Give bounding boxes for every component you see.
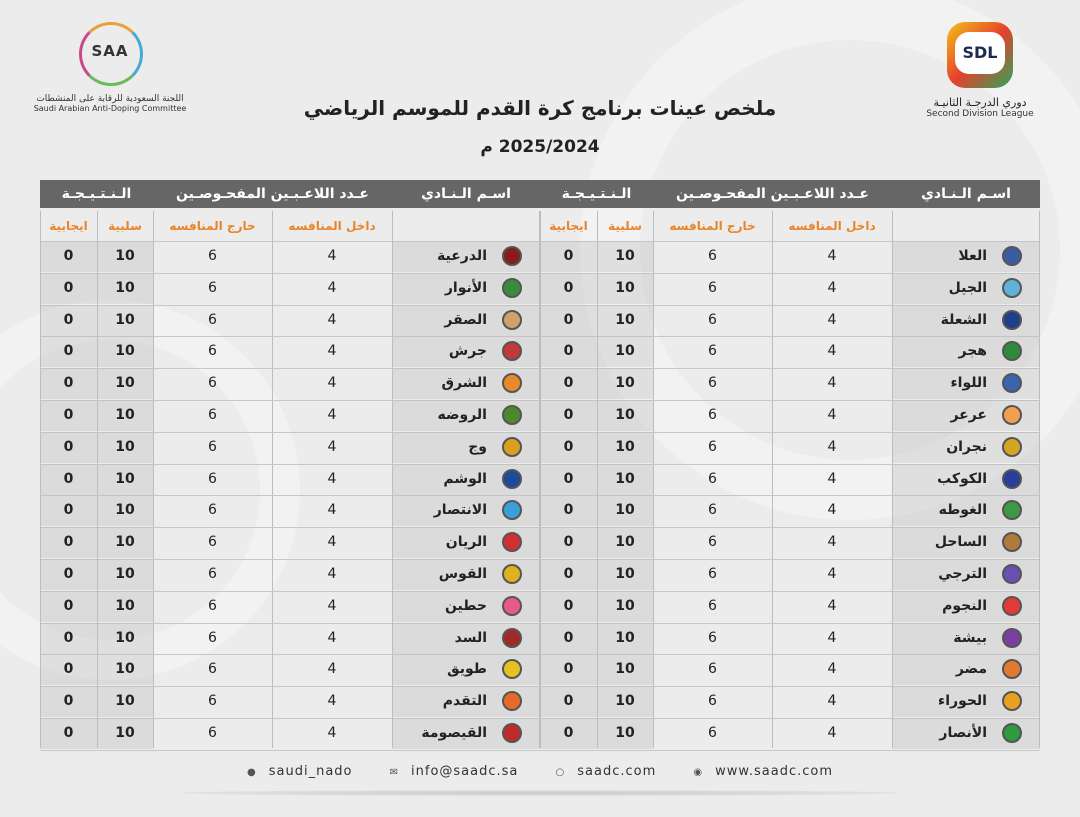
club-badge-icon xyxy=(502,723,522,743)
cell-neg: 10 xyxy=(615,597,635,614)
cell-neg: 10 xyxy=(115,470,135,487)
cell-in: 4 xyxy=(327,407,337,423)
cell-in: 4 xyxy=(827,343,837,360)
table-row xyxy=(40,400,540,431)
club-badge-icon xyxy=(1002,596,1022,616)
club-name: الصقر xyxy=(444,311,487,328)
cell-in: 4 xyxy=(827,693,837,710)
cell-neg: 10 xyxy=(615,248,635,264)
cell-pos: 0 xyxy=(563,311,574,328)
cell-out: 6 xyxy=(208,661,217,678)
cell-neg: 10 xyxy=(615,375,635,392)
cell-pos: 0 xyxy=(563,438,574,455)
season-subtitle: 2025/2024 م xyxy=(480,137,600,157)
header-club: اسـم الـنـادي xyxy=(392,180,540,208)
club-name: القيصومة xyxy=(421,725,487,741)
cell-in: 4 xyxy=(327,311,337,328)
cell-neg: 10 xyxy=(615,279,635,296)
cell-out: 6 xyxy=(708,661,717,678)
cell-pos: 0 xyxy=(63,661,74,678)
cell-neg: 10 xyxy=(615,725,635,741)
table-row xyxy=(40,718,540,749)
cell-in: 4 xyxy=(827,534,837,551)
cell-neg: 10 xyxy=(115,629,135,646)
table-row xyxy=(540,273,1040,304)
cell-out: 6 xyxy=(708,248,717,264)
cell-out: 6 xyxy=(708,438,717,455)
cell-neg: 10 xyxy=(615,502,635,519)
cell-neg: 10 xyxy=(615,629,635,646)
footer xyxy=(0,764,1080,779)
cell-neg: 10 xyxy=(115,248,135,264)
club-name: نجران xyxy=(946,438,987,455)
club-name: هجر xyxy=(958,343,987,360)
cell-pos: 0 xyxy=(563,343,574,360)
table-row xyxy=(540,241,1040,272)
club-name: السد xyxy=(454,629,487,646)
club-name: الجيل xyxy=(948,279,987,296)
table-row xyxy=(40,305,540,336)
cell-out: 6 xyxy=(708,629,717,646)
table-row xyxy=(540,527,1040,558)
cell-pos: 0 xyxy=(563,597,574,614)
table-row xyxy=(540,336,1040,367)
footer-domain[interactable]: ○ saadc.com xyxy=(555,764,657,779)
web-icon: ○ xyxy=(555,767,566,778)
table-row xyxy=(540,686,1040,717)
cell-pos: 0 xyxy=(63,343,74,360)
club-badge-icon xyxy=(502,278,522,298)
cell-out: 6 xyxy=(208,279,217,296)
subheader-in-competition: داخل المنافسه xyxy=(788,219,876,233)
cell-out: 6 xyxy=(708,279,717,296)
table-row xyxy=(40,527,540,558)
club-badge-icon xyxy=(502,405,522,425)
footer-email[interactable]: ✉ info@saadc.sa xyxy=(389,764,519,779)
saadc-emblem-icon: SAA xyxy=(75,18,145,88)
club-badge-icon xyxy=(502,564,522,584)
cell-out: 6 xyxy=(208,534,217,551)
cell-neg: 10 xyxy=(115,725,135,741)
cell-pos: 0 xyxy=(63,566,74,582)
cell-in: 4 xyxy=(827,279,837,296)
cell-neg: 10 xyxy=(615,470,635,487)
cell-out: 6 xyxy=(708,470,717,487)
club-badge-icon xyxy=(1002,564,1022,584)
cell-neg: 10 xyxy=(115,597,135,614)
cell-in: 4 xyxy=(827,311,837,328)
cell-out: 6 xyxy=(208,375,217,392)
cell-out: 6 xyxy=(708,343,717,360)
club-name: الترجي xyxy=(938,566,987,582)
cell-in: 4 xyxy=(327,343,337,360)
cell-pos: 0 xyxy=(563,534,574,551)
cell-in: 4 xyxy=(327,502,337,519)
club-name: الدرعية xyxy=(437,248,487,264)
cell-out: 6 xyxy=(708,375,717,392)
cell-in: 4 xyxy=(327,693,337,710)
club-name: الشعلة xyxy=(940,311,987,328)
club-badge-icon xyxy=(502,628,522,648)
subheader-out-of-competition: خارج المنافسه xyxy=(169,219,256,233)
cell-in: 4 xyxy=(827,407,837,423)
sdl-emblem-icon: SDL xyxy=(947,22,1013,88)
cell-neg: 10 xyxy=(115,407,135,423)
mail-icon: ✉ xyxy=(389,767,400,778)
cell-pos: 0 xyxy=(63,438,74,455)
cell-out: 6 xyxy=(208,470,217,487)
cell-out: 6 xyxy=(208,311,217,328)
sdl-name-ar: دوري الدرجـة الثانيـة xyxy=(933,96,1027,109)
cell-in: 4 xyxy=(327,566,337,582)
cell-in: 4 xyxy=(327,438,337,455)
table-row xyxy=(540,654,1040,685)
cell-neg: 10 xyxy=(615,407,635,423)
club-name: العلا xyxy=(958,248,987,264)
cell-in: 4 xyxy=(827,438,837,455)
subheader-in-competition: داخل المنافسه xyxy=(288,219,376,233)
club-badge-icon xyxy=(1002,469,1022,489)
cell-pos: 0 xyxy=(63,693,74,710)
cell-neg: 10 xyxy=(615,311,635,328)
club-badge-icon xyxy=(1002,628,1022,648)
club-name: بيشة xyxy=(953,629,987,646)
results-table xyxy=(40,180,1040,748)
club-badge-icon xyxy=(502,310,522,330)
cell-pos: 0 xyxy=(563,661,574,678)
cell-neg: 10 xyxy=(115,311,135,328)
club-badge-icon xyxy=(502,246,522,266)
header-players: عـدد اللاعـبـين المفحـوصـين xyxy=(153,180,392,208)
table-right-half xyxy=(540,180,1040,748)
cell-out: 6 xyxy=(708,311,717,328)
cell-pos: 0 xyxy=(563,693,574,710)
club-name: التقدم xyxy=(442,693,487,710)
table-row xyxy=(40,654,540,685)
cell-in: 4 xyxy=(827,470,837,487)
cell-out: 6 xyxy=(208,438,217,455)
cell-in: 4 xyxy=(827,502,837,519)
cell-neg: 10 xyxy=(115,502,135,519)
table-row xyxy=(540,400,1040,431)
table-row xyxy=(540,559,1040,590)
cell-out: 6 xyxy=(208,248,217,264)
club-name: الريان xyxy=(445,534,487,551)
club-badge-icon xyxy=(1002,310,1022,330)
club-name: عرعر xyxy=(950,407,987,423)
club-badge-icon xyxy=(502,437,522,457)
club-name: الشرق xyxy=(441,375,487,392)
cell-in: 4 xyxy=(327,597,337,614)
cell-in: 4 xyxy=(827,725,837,741)
header-players: عـدد اللاعـبـين المفحـوصـين xyxy=(653,180,892,208)
cell-neg: 10 xyxy=(115,534,135,551)
row-divider xyxy=(40,750,540,751)
table-row xyxy=(40,495,540,526)
cell-pos: 0 xyxy=(563,375,574,392)
table-row xyxy=(40,559,540,590)
cell-pos: 0 xyxy=(563,629,574,646)
table-row xyxy=(540,464,1040,495)
cell-in: 4 xyxy=(327,248,337,264)
club-name: وج xyxy=(468,438,487,455)
cell-out: 6 xyxy=(708,566,717,582)
cell-neg: 10 xyxy=(115,438,135,455)
cell-pos: 0 xyxy=(563,248,574,264)
cell-pos: 0 xyxy=(63,311,74,328)
cell-in: 4 xyxy=(327,470,337,487)
footer-website[interactable]: ◉ www.saadc.com xyxy=(693,764,833,779)
cell-in: 4 xyxy=(327,279,337,296)
table-row xyxy=(540,368,1040,399)
cell-out: 6 xyxy=(208,343,217,360)
table-row xyxy=(540,495,1040,526)
table-row xyxy=(40,336,540,367)
twitter-icon: ● xyxy=(247,767,257,778)
cell-in: 4 xyxy=(327,534,337,551)
club-name: الأنوار xyxy=(444,279,487,296)
cell-pos: 0 xyxy=(63,502,74,519)
table-row xyxy=(540,432,1040,463)
club-name: القوس xyxy=(438,566,487,582)
cell-out: 6 xyxy=(708,407,717,423)
cell-pos: 0 xyxy=(63,407,74,423)
club-badge-icon xyxy=(1002,405,1022,425)
cell-neg: 10 xyxy=(615,661,635,678)
table-row xyxy=(40,686,540,717)
header-result: الـنـتـيـجـة xyxy=(540,180,653,208)
club-name: جرش xyxy=(448,343,487,360)
cell-neg: 10 xyxy=(615,343,635,360)
club-name: اللواء xyxy=(950,375,987,392)
club-badge-icon xyxy=(1002,723,1022,743)
club-name: طويق xyxy=(447,661,487,678)
cell-in: 4 xyxy=(827,597,837,614)
globe-icon: ◉ xyxy=(693,767,704,778)
row-divider xyxy=(540,750,1040,751)
table-row xyxy=(40,591,540,622)
cell-out: 6 xyxy=(708,534,717,551)
cell-out: 6 xyxy=(208,693,217,710)
club-name: الروضه xyxy=(437,407,487,423)
cell-in: 4 xyxy=(327,725,337,741)
club-name: الانتصار xyxy=(433,502,487,519)
cell-out: 6 xyxy=(208,629,217,646)
table-row xyxy=(40,241,540,272)
subheader-out-of-competition: خارج المنافسه xyxy=(669,219,756,233)
club-name: الحوراء xyxy=(938,693,987,710)
club-name: حطين xyxy=(444,597,487,614)
table-row xyxy=(40,273,540,304)
cell-out: 6 xyxy=(208,566,217,582)
club-badge-icon xyxy=(1002,246,1022,266)
cell-out: 6 xyxy=(208,725,217,741)
cell-in: 4 xyxy=(827,248,837,264)
club-name: الكوكب xyxy=(937,470,987,487)
table-row xyxy=(40,464,540,495)
table-left-half xyxy=(40,180,540,748)
table-row xyxy=(540,305,1040,336)
subheader-negative: سلبية xyxy=(108,219,142,233)
footer-shadow xyxy=(180,790,900,796)
club-name: الساحل xyxy=(934,534,987,551)
club-name: الوشم xyxy=(443,470,487,487)
table-row xyxy=(40,368,540,399)
cell-neg: 10 xyxy=(115,343,135,360)
sdl-name-en: Second Division League xyxy=(926,109,1034,119)
cell-pos: 0 xyxy=(563,566,574,582)
cell-neg: 10 xyxy=(115,661,135,678)
cell-neg: 10 xyxy=(115,693,135,710)
cell-pos: 0 xyxy=(563,407,574,423)
cell-out: 6 xyxy=(708,725,717,741)
cell-neg: 10 xyxy=(615,438,635,455)
cell-neg: 10 xyxy=(115,375,135,392)
subheader-positive: ايجابية xyxy=(49,219,88,233)
club-badge-icon xyxy=(1002,278,1022,298)
cell-pos: 0 xyxy=(563,725,574,741)
cell-in: 4 xyxy=(327,661,337,678)
club-name: مضر xyxy=(955,661,987,678)
cell-neg: 10 xyxy=(615,534,635,551)
club-name: الأنصار xyxy=(939,725,987,741)
cell-in: 4 xyxy=(827,629,837,646)
club-badge-icon xyxy=(502,469,522,489)
cell-pos: 0 xyxy=(563,502,574,519)
cell-neg: 10 xyxy=(115,566,135,582)
footer-twitter[interactable]: ● saudi_nado xyxy=(247,764,353,779)
header-club: اسـم الـنـادي xyxy=(892,180,1040,208)
cell-pos: 0 xyxy=(63,375,74,392)
cell-out: 6 xyxy=(208,407,217,423)
cell-in: 4 xyxy=(327,629,337,646)
cell-pos: 0 xyxy=(563,470,574,487)
cell-neg: 10 xyxy=(115,279,135,296)
cell-in: 4 xyxy=(827,375,837,392)
cell-in: 4 xyxy=(327,375,337,392)
cell-neg: 10 xyxy=(615,566,635,582)
cell-pos: 0 xyxy=(563,279,574,296)
cell-pos: 0 xyxy=(63,597,74,614)
saadc-name-en: Saudi Arabian Anti-Doping Committee xyxy=(33,104,187,113)
cell-pos: 0 xyxy=(63,725,74,741)
table-row xyxy=(540,623,1040,654)
cell-out: 6 xyxy=(708,693,717,710)
cell-out: 6 xyxy=(708,502,717,519)
cell-pos: 0 xyxy=(63,629,74,646)
cell-out: 6 xyxy=(708,597,717,614)
table-row xyxy=(540,718,1040,749)
subheader-negative: سلبية xyxy=(608,219,642,233)
saadc-name-ar: اللجنة السعودية للرقابة على المنشطات xyxy=(36,94,184,104)
cell-pos: 0 xyxy=(63,534,74,551)
table-row xyxy=(540,591,1040,622)
table-row xyxy=(40,623,540,654)
cell-in: 4 xyxy=(827,661,837,678)
cell-out: 6 xyxy=(208,597,217,614)
cell-out: 6 xyxy=(208,502,217,519)
cell-neg: 10 xyxy=(615,693,635,710)
header-result: الـنـتـيـجـة xyxy=(40,180,153,208)
cell-pos: 0 xyxy=(63,248,74,264)
club-badge-icon xyxy=(502,596,522,616)
club-name: الغوطه xyxy=(938,502,987,519)
subheader-positive: ايجابية xyxy=(549,219,588,233)
cell-in: 4 xyxy=(827,566,837,582)
page-title: ملخص عينات برنامج كرة القدم للموسم الرياضي xyxy=(303,96,777,120)
club-name: النجوم xyxy=(942,597,987,614)
cell-pos: 0 xyxy=(63,279,74,296)
cell-pos: 0 xyxy=(63,470,74,487)
table-row xyxy=(40,432,540,463)
club-badge-icon xyxy=(1002,437,1022,457)
